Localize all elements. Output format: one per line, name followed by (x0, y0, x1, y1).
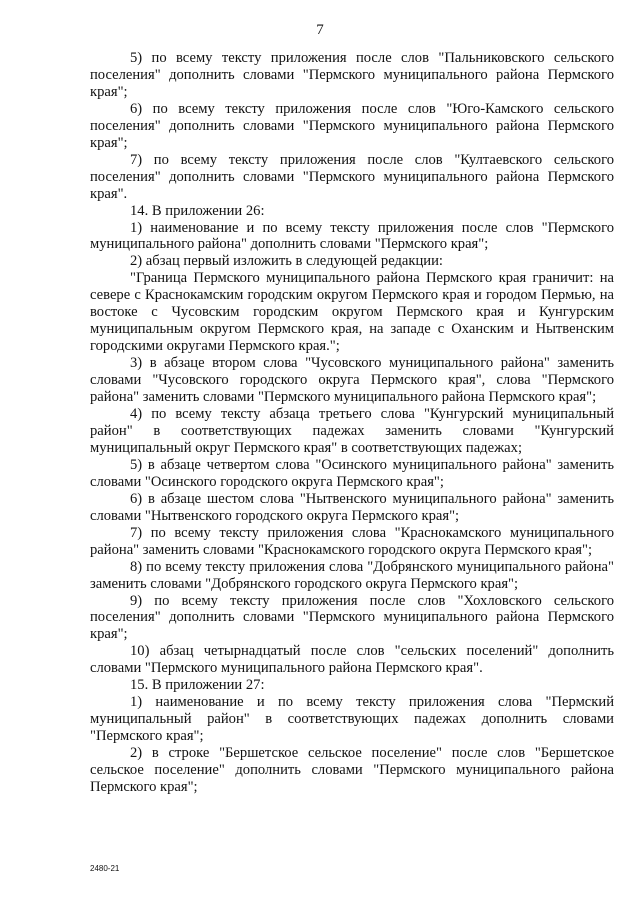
paragraph: 1) наименование и по всему тексту приложения слова "Пермский муниципальный район" в соответствующих падежах дополнить словами "Пермского края"; (90, 694, 614, 745)
page-number: 7 (316, 22, 324, 38)
paragraph: 5) по всему тексту приложения после слов "Пальниковского сельского поселения" дополнить словами "Пермского муниципального района Пермского края"; (90, 50, 614, 100)
paragraph: 7) по всему тексту приложения слова "Краснокамского муниципального района" заменить словами "Краснокамского городского округа Пермского края"; (90, 524, 614, 558)
paragraph: 1) наименование и по всему тексту приложения после слов "Пермского муниципального района" дополнить словами "Пермского края"; (90, 219, 614, 253)
section-heading: 14. В приложении 26: (130, 202, 265, 219)
paragraph: 8) по всему тексту приложения слова "Добрянского муниципального района" заменить словами "Добрянского городского округа Пермского края"; (90, 558, 614, 592)
document-body (90, 50, 614, 796)
paragraph: 3) в абзаце втором слова "Чусовского муниципального района" заменить словами "Чусовского городского округа Пермского края", слова "Пермского района" заменить словами "Пермского муниципального района Пермского края"; (90, 355, 614, 406)
paragraph: 2) абзац первый изложить в следующей редакции: (130, 253, 443, 270)
document-code: 2480-21 (90, 864, 120, 873)
paragraph: 7) по всему тексту приложения после слов "Култаевского сельского поселения" дополнить словами "Пермского муниципального района Пермского края". (90, 151, 614, 202)
paragraph: 2) в строке "Бершетское сельское поселение" после слов "Бершетское сельское поселение" дополнить словами "Пермского муниципального района Пермского края"; (90, 745, 614, 795)
paragraph: 10) абзац четырнадцатый после слов "сельских поселений" дополнить словами "Пермского муниципального района Пермского края". (90, 643, 614, 677)
paragraph: 6) в абзаце шестом слова "Нытвенского муниципального района" заменить словами "Нытвенского городского округа Пермского края"; (90, 490, 614, 524)
quoted-paragraph: "Граница Пермского муниципального района Пермского края граничит: на севере с Краснокамским городским округом Пермского края и городом Пермью, на востоке с Чусовским городским округом Пермского края и Кунгурским муниципальным округом Пермского края, на западе с Оханским и Нытвенским городскими округами Пермского края."; (90, 270, 614, 355)
section-heading: 15. В приложении 27: (130, 677, 265, 694)
paragraph: 5) в абзаце четвертом слова "Осинского муниципального района" заменить словами "Осинского городского округа Пермского края"; (90, 456, 614, 490)
paragraph: 9) по всему тексту приложения после слов "Хохловского сельского поселения" дополнить словами "Пермского муниципального района Пермского края"; (90, 592, 614, 643)
paragraph: 4) по всему тексту абзаца третьего слова "Кунгурский муниципальный район" в соответствующих падежах заменить словами "Кунгурский муниципальный округ Пермского края" в соответствующих падежах; (90, 406, 614, 456)
paragraph: 6) по всему тексту приложения после слов "Юго-Камского сельского поселения" дополнить словами "Пермского муниципального района Пермского края"; (90, 100, 614, 151)
